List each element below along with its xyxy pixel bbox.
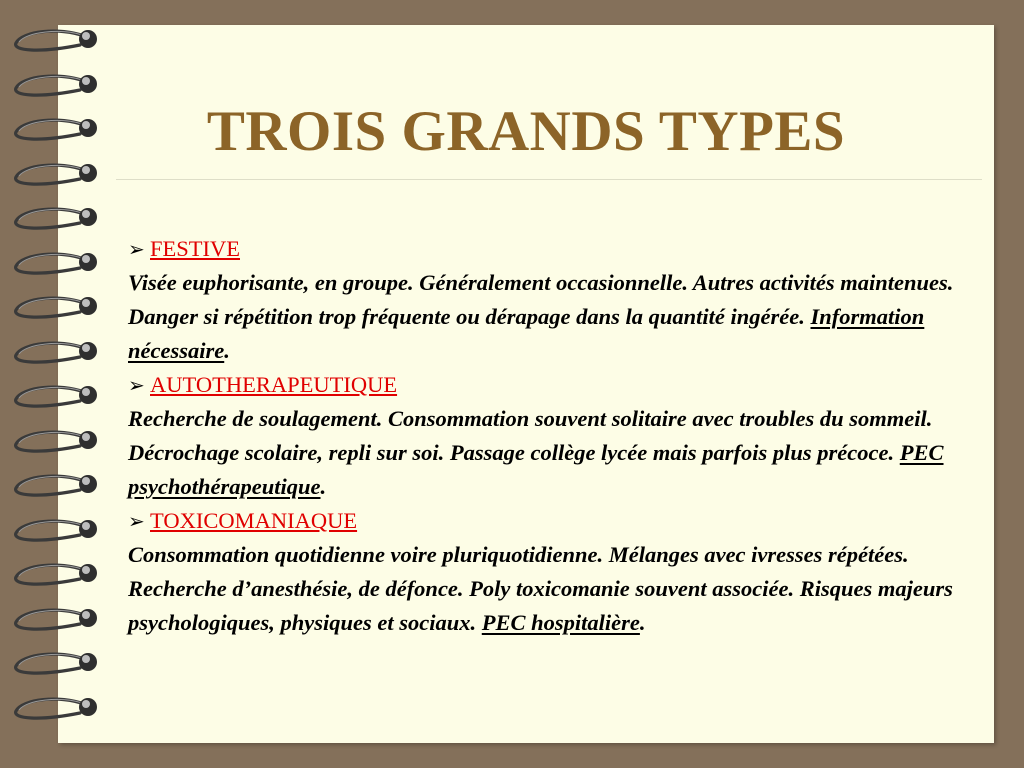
spiral-ring-icon bbox=[0, 646, 110, 680]
item-emphasis: PEC hospitalière bbox=[481, 610, 640, 635]
list-item-toxicomaniaque bbox=[128, 504, 984, 640]
spiral-ring-icon bbox=[0, 246, 110, 280]
item-text: Visée euphorisante, en groupe. Généralement occasionnelle. Autres activités maintenues. Danger si répétition trop fréquente ou dérapage dans la quantité ingérée. bbox=[128, 270, 954, 329]
spiral-ring-icon bbox=[0, 424, 110, 458]
spiral-ring-icon bbox=[0, 112, 110, 146]
spiral-ring-icon bbox=[0, 290, 110, 324]
list-item-autotherapeutique bbox=[128, 368, 984, 504]
spiral-ring-icon bbox=[0, 602, 110, 636]
item-text: Recherche de soulagement. Consommation souvent solitaire avec troubles du sommeil. Décrochage scolaire, repli sur soi. Passage collège lycée mais parfois plus précoce. bbox=[128, 406, 933, 465]
notebook-page bbox=[58, 25, 994, 743]
spiral-ring-icon bbox=[0, 335, 110, 369]
item-heading: AUTOTHERAPEUTIQUE bbox=[150, 372, 398, 397]
spiral-ring-icon bbox=[0, 157, 110, 191]
item-end: . bbox=[639, 610, 646, 635]
item-description bbox=[128, 266, 984, 368]
slide-title: TROIS GRANDS TYPES bbox=[206, 100, 846, 163]
arrowhead-bullet-icon: ➢ bbox=[128, 509, 145, 533]
spiral-ring-icon bbox=[0, 201, 110, 235]
spiral-ring-icon bbox=[0, 513, 110, 547]
arrowhead-bullet-icon: ➢ bbox=[128, 237, 145, 261]
item-end: . bbox=[320, 474, 327, 499]
spiral-ring-icon bbox=[0, 468, 110, 502]
spiral-ring-icon bbox=[0, 68, 110, 102]
title-divider bbox=[116, 179, 982, 180]
item-text: Consommation quotidienne voire pluriquotidienne. Mélanges avec ivresses répétées. Recherche d’anesthésie, de défonce. Poly toxicomanie souvent associée. Risques majeurs psychologiques, physiques et sociaux. bbox=[128, 542, 953, 635]
spiral-ring-icon bbox=[0, 23, 110, 57]
spiral-ring-icon bbox=[0, 557, 110, 591]
item-emphasis: PEC psychothérapeutique bbox=[128, 440, 944, 499]
arrowhead-bullet-icon: ➢ bbox=[128, 373, 145, 397]
item-heading: FESTIVE bbox=[150, 236, 240, 261]
slide-content bbox=[128, 232, 984, 640]
item-description bbox=[128, 538, 984, 640]
spiral-ring-icon bbox=[0, 691, 110, 725]
item-end: . bbox=[224, 338, 230, 363]
item-description bbox=[128, 402, 984, 504]
list-item-festive bbox=[128, 232, 984, 368]
item-emphasis: Information nécessaire bbox=[128, 304, 925, 363]
item-heading: TOXICOMANIAQUE bbox=[150, 508, 358, 533]
spiral-ring-icon bbox=[0, 379, 110, 413]
